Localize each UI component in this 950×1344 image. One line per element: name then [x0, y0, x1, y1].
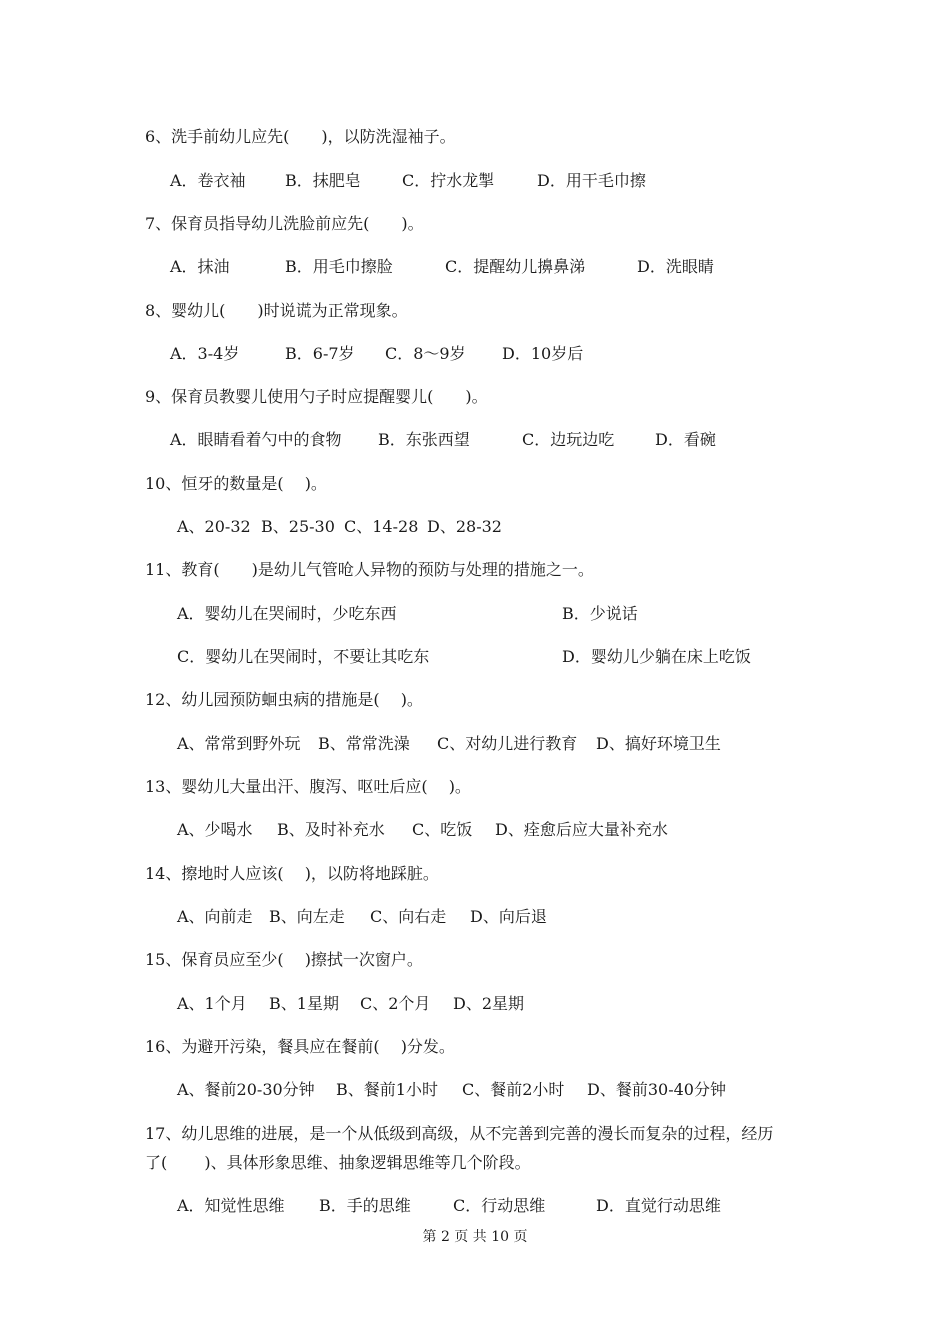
question-10: 10、恒牙的数量是( )。: [145, 474, 327, 493]
question-11: 11、教育( )是幼儿气管呛人异物的预防与处理的措施之一。: [145, 560, 594, 579]
q13-option-c: C、吃饭: [412, 820, 473, 839]
q12-option-b: B、常常洗澡: [318, 734, 410, 753]
q8-option-a: A．3-4岁: [170, 344, 240, 363]
question-17-continued: 了( )、具体形象思维、抽象逻辑思维等几个阶段。: [145, 1153, 531, 1172]
q14-option-c: C、向右走: [370, 907, 447, 926]
question-17: 17、幼儿思维的进展，是一个从低级到高级，从不完善到完善的漫长而复杂的过程，经历: [145, 1124, 774, 1143]
q10-option-c: C、14-28: [344, 517, 419, 536]
question-9: 9、保育员教婴儿使用勺子时应提醒婴儿( )。: [145, 387, 488, 406]
question-16: 16、为避开污染，餐具应在餐前( )分发。: [145, 1037, 455, 1056]
q8-option-d: D．10岁后: [502, 344, 584, 363]
q15-option-c: C、2个月: [360, 994, 431, 1013]
q14-option-d: D、向后退: [470, 907, 547, 926]
question-7: 7、保育员指导幼儿洗脸前应先( )。: [145, 214, 424, 233]
q6-option-b: B．抹肥皂: [285, 171, 361, 190]
q9-option-d: D．看碗: [655, 430, 716, 449]
question-15: 15、保育员应至少( )擦拭一次窗户。: [145, 950, 423, 969]
q14-option-a: A、向前走: [177, 907, 253, 926]
q15-option-b: B、1星期: [269, 994, 339, 1013]
q17-option-b: B．手的思维: [319, 1196, 411, 1215]
question-14: 14、擦地时人应该( )，以防将地踩脏。: [145, 864, 439, 883]
q13-option-d: D、痊愈后应大量补充水: [495, 820, 668, 839]
q14-option-b: B、向左走: [269, 907, 345, 926]
page-number-footer: 第 2 页 共 10 页: [422, 1229, 528, 1245]
q11-option-b: B．少说话: [562, 604, 638, 623]
q12-option-c: C、对幼儿进行教育: [437, 734, 578, 753]
q11-option-c: C．婴幼儿在哭闹时，不要让其吃东: [177, 647, 430, 666]
q9-option-a: A．眼睛看着勺中的食物: [170, 430, 342, 449]
q10-option-d: D、28-32: [427, 517, 502, 536]
q6-option-a: A．卷衣袖: [170, 171, 246, 190]
question-8: 8、婴幼儿( )时说谎为正常现象。: [145, 301, 408, 320]
question-13: 13、婴幼儿大量出汗、腹泻、呕吐后应( )。: [145, 777, 471, 796]
q9-option-b: B．东张西望: [378, 430, 470, 449]
q8-option-b: B．6-7岁: [285, 344, 355, 363]
question-12: 12、幼儿园预防蛔虫病的措施是( )。: [145, 690, 423, 709]
q17-option-a: A．知觉性思维: [177, 1196, 285, 1215]
q17-option-c: C．行动思维: [453, 1196, 546, 1215]
question-6: 6、洗手前幼儿应先( )，以防洗湿袖子。: [145, 127, 456, 146]
q16-option-a: A、餐前20-30分钟: [177, 1080, 315, 1099]
q8-option-c: C．8～9岁: [385, 344, 466, 363]
q11-option-a: A．婴幼儿在哭闹时，少吃东西: [177, 604, 397, 623]
q7-option-b: B．用毛巾擦脸: [285, 257, 393, 276]
q16-option-c: C、餐前2小时: [462, 1080, 565, 1099]
q12-option-a: A、常常到野外玩: [177, 734, 301, 753]
q12-option-d: D、搞好环境卫生: [596, 734, 721, 753]
q15-option-a: A、1个月: [177, 994, 247, 1013]
q13-option-b: B、及时补充水: [277, 820, 385, 839]
q17-option-d: D．直觉行动思维: [596, 1196, 721, 1215]
q15-option-d: D、2星期: [453, 994, 525, 1013]
q16-option-b: B、餐前1小时: [336, 1080, 438, 1099]
q10-option-a: A、20-32: [177, 517, 251, 536]
q7-option-a: A．抹油: [170, 257, 230, 276]
q16-option-d: D、餐前30-40分钟: [587, 1080, 726, 1099]
q11-option-d: D．婴幼儿少躺在床上吃饭: [562, 647, 751, 666]
q13-option-a: A、少喝水: [177, 820, 253, 839]
q6-option-d: D．用干毛巾擦: [537, 171, 646, 190]
q6-option-c: C．拧水龙掣: [402, 171, 495, 190]
q9-option-c: C．边玩边吃: [522, 430, 615, 449]
q10-option-b: B、25-30: [261, 517, 335, 536]
q7-option-d: D．洗眼睛: [637, 257, 714, 276]
q7-option-c: C．提醒幼儿擤鼻涕: [445, 257, 586, 276]
